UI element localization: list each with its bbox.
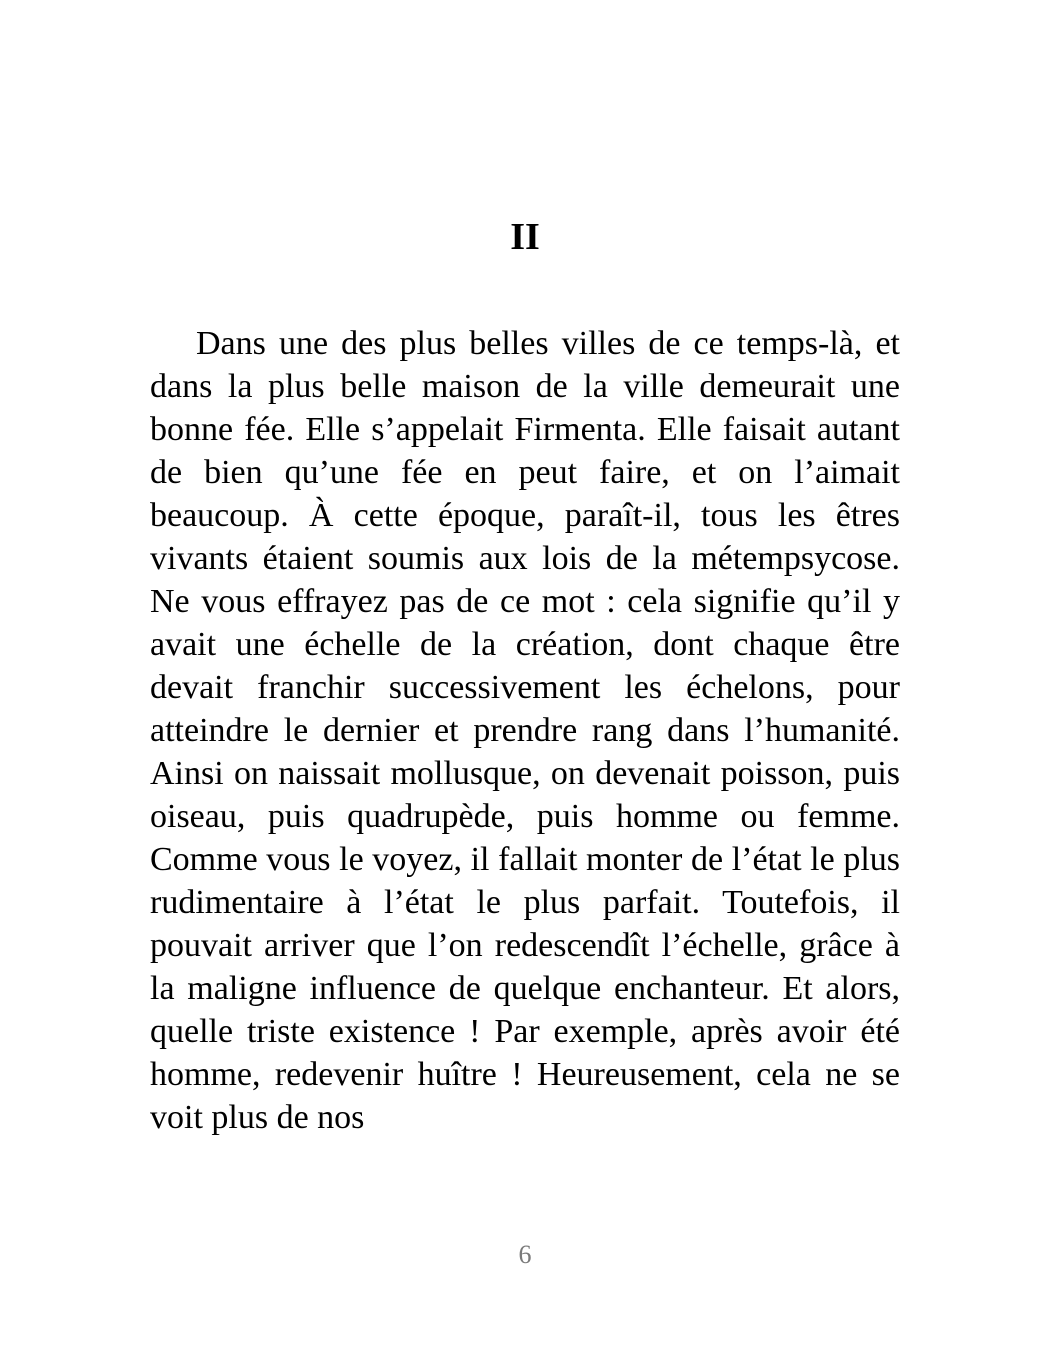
- page-number: 6: [518, 1240, 532, 1269]
- chapter-heading: II: [510, 216, 540, 258]
- body-paragraph: Dans une des plus belles villes de ce temps-là, et dans la plus belle maison de la ville demeurait une bonne fée. Elle s’appelait Firmenta. Elle faisait autant de bien qu’une fée en peut faire, et on l’aimait beaucoup. À cette époque, paraît-il, tous les êtres vivants étaient soumis aux lois de la métempsycose. Ne vous effrayez pas de ce mot : cela signifie qu’il y avait une échelle de la création, dont chaque être devait franchir successivement les échelons, pour atteindre le dernier et prendre rang dans l’humanité. Ainsi on naissait mollusque, on devenait poisson, puis oiseau, puis quadrupède, puis homme ou femme. Comme vous le voyez, il fallait monter de l’état le plus rudimentaire à l’état le plus parfait. Toutefois, il pouvait arriver que l’on redescendît l’échelle, grâce à la maligne influence de quelque enchanteur. Et alors, quelle triste existence ! Par exemple, après avoir été homme, redevenir huître ! Heureusement, cela ne se voit plus de nos: [150, 325, 900, 1136]
